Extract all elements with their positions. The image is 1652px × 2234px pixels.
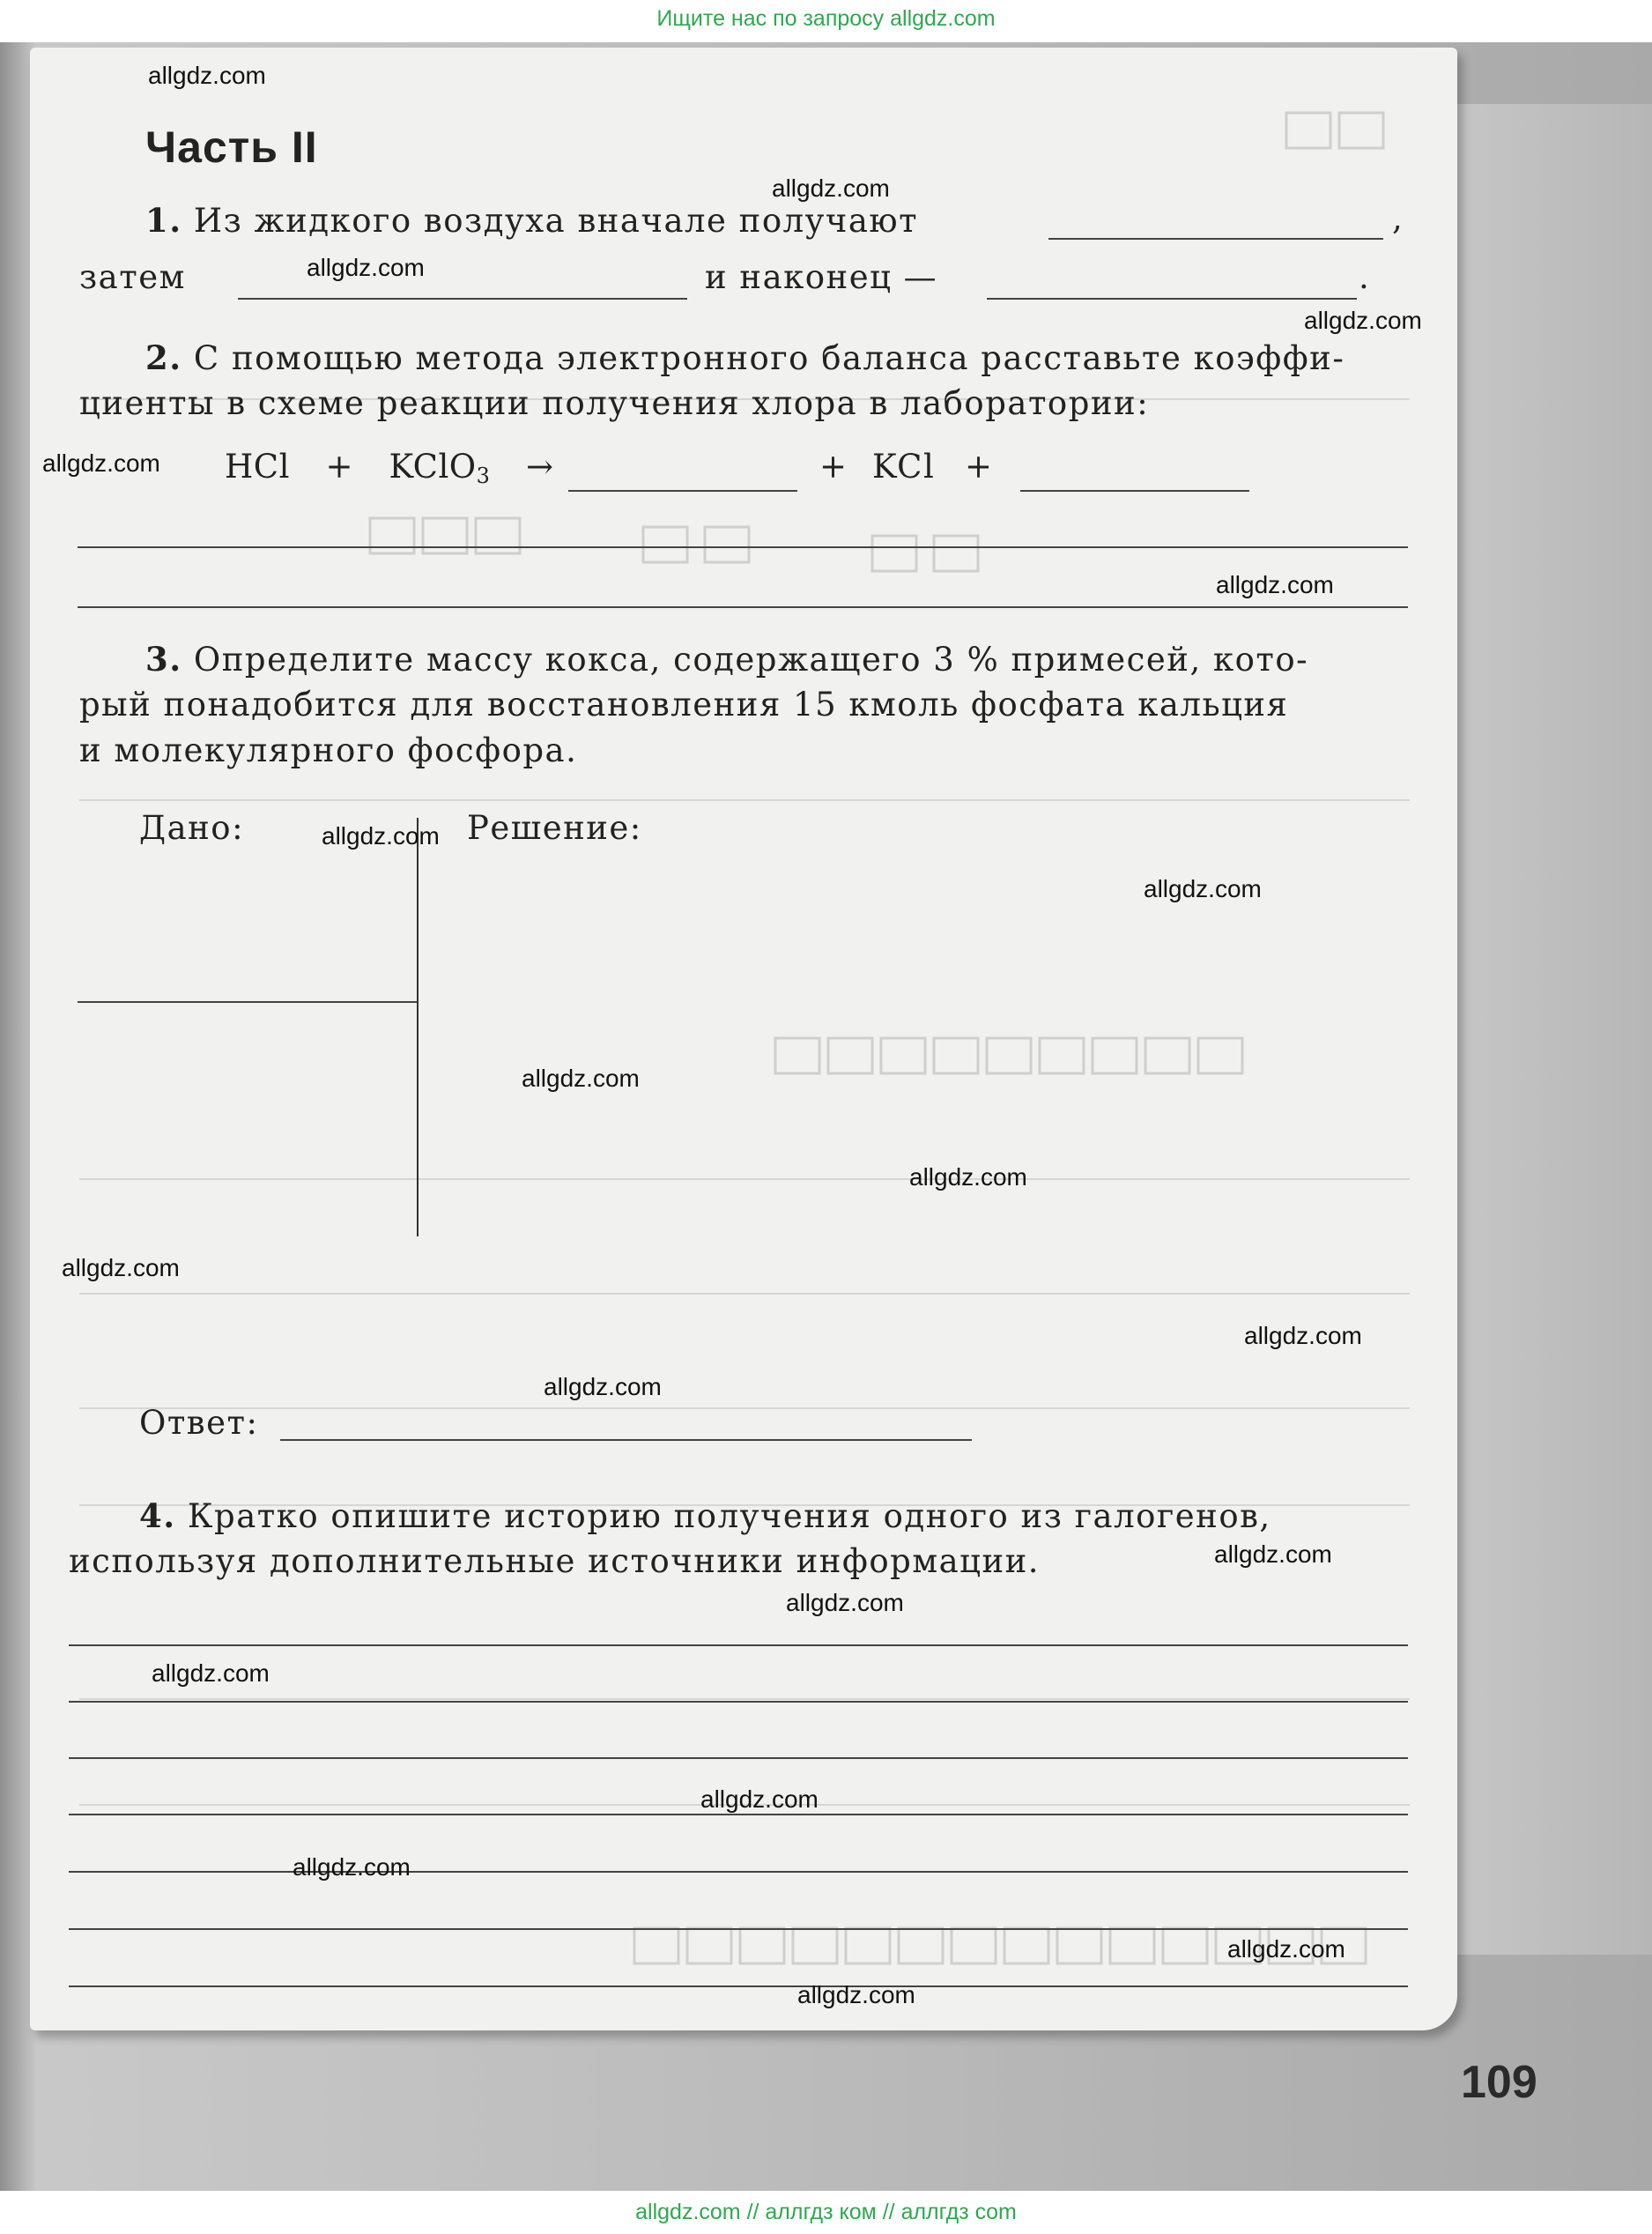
question-4-text-1: Кратко опишите историю получения одного из галогенов, <box>187 1497 1271 1535</box>
part-title: Часть II <box>145 122 318 172</box>
top-banner[interactable]: Ищите нас по запросу allgdz.com <box>656 6 996 31</box>
question-1-blank-3[interactable] <box>987 298 1357 300</box>
watermark: allgdz.com <box>786 1589 904 1616</box>
answer-line-q4-2[interactable] <box>69 1701 1408 1703</box>
watermark: allgdz.com <box>148 62 266 89</box>
question-1-text-a: Из жидкого воздуха вначале получают <box>193 202 919 240</box>
scanned-page-area <box>0 42 1652 2191</box>
reaction-equation <box>225 448 553 488</box>
watermark: allgdz.com <box>1304 307 1422 334</box>
watermark: allgdz.com <box>909 1163 1027 1191</box>
watermark: allgdz.com <box>1144 875 1262 902</box>
plus-sign-3: + <box>965 448 994 486</box>
answer-line-q2-2[interactable] <box>78 606 1408 608</box>
watermark: allgdz.com <box>152 1659 270 1687</box>
product-blank-2[interactable] <box>1020 490 1249 492</box>
watermark: allgdz.com <box>307 254 425 281</box>
answer-blank[interactable] <box>280 1439 972 1441</box>
watermark: allgdz.com <box>522 1065 640 1092</box>
page-number: 109 <box>1461 2057 1537 2108</box>
reaction-arrow: → <box>525 448 554 486</box>
given-solution-divider <box>417 818 419 1236</box>
question-2-text-2: циенты в схеме реакции получения хлора в лаборатории: <box>79 384 1150 422</box>
question-3-number: 3. <box>145 640 182 679</box>
question-1-number: 1. <box>145 201 182 240</box>
question-3-text-1: Определите массу кокса, содержащего 3 % примесей, кото- <box>193 641 1309 679</box>
watermark: allgdz.com <box>700 1785 819 1813</box>
answer-line-q4-1[interactable] <box>69 1644 1408 1646</box>
question-2-number: 2. <box>145 338 182 377</box>
watermark: allgdz.com <box>1214 1540 1332 1568</box>
formula-hcl: HCl <box>225 448 290 486</box>
question-1-comma: , <box>1392 199 1404 237</box>
plus-sign-1: + <box>325 448 353 486</box>
bottom-banner[interactable]: allgdz.com // аллгдз ком // аллгдз com <box>635 2200 1017 2224</box>
question-1-period: . <box>1359 258 1371 296</box>
watermark: allgdz.com <box>293 1853 411 1881</box>
question-3-text-3: и молекулярного фосфора. <box>79 731 578 769</box>
question-3-line-1 <box>145 640 1308 679</box>
watermark: allgdz.com <box>772 174 890 202</box>
watermark: allgdz.com <box>1216 571 1334 598</box>
watermark: allgdz.com <box>1244 1322 1362 1349</box>
question-1-blank-1[interactable] <box>1048 238 1383 240</box>
answer-line-q2-1[interactable] <box>78 546 1408 548</box>
answer-line-q4-3[interactable] <box>69 1757 1408 1759</box>
question-1-line-1 <box>145 201 918 240</box>
question-1-text-c: и наконец — <box>705 258 938 296</box>
given-label: Дано: <box>139 809 245 847</box>
answer-label: Ответ: <box>139 1404 259 1442</box>
answer-line-q4-7[interactable] <box>69 1985 1408 1987</box>
watermark: allgdz.com <box>544 1373 662 1400</box>
watermark: allgdz.com <box>797 1981 915 2008</box>
product-blank-1[interactable] <box>568 490 797 492</box>
question-2-line-1 <box>145 338 1345 377</box>
question-4-line-1 <box>139 1496 1271 1535</box>
question-3-text-2: рый понадобится для восстановления 15 кмоль фосфата кальция <box>79 686 1289 724</box>
formula-kclo3: KClO$_3$ <box>389 448 491 488</box>
question-1-text-b: затем <box>79 258 186 296</box>
solution-label: Решение: <box>467 809 642 847</box>
watermark: allgdz.com <box>322 822 440 850</box>
question-2-text-1: С помощью метода электронного баланса расставьте коэффи- <box>193 339 1345 377</box>
answer-line-q4-6[interactable] <box>69 1928 1408 1930</box>
watermark: allgdz.com <box>42 449 160 477</box>
answer-line-q4-5[interactable] <box>69 1871 1408 1873</box>
watermark: allgdz.com <box>1227 1935 1345 1963</box>
formula-kcl: KCl <box>872 448 936 486</box>
plus-sign-2: + <box>819 448 848 486</box>
question-4-text-2: используя дополнительные источники информации. <box>69 1542 1041 1580</box>
watermark: allgdz.com <box>62 1254 180 1281</box>
answer-line-q4-4[interactable] <box>69 1814 1408 1815</box>
question-1-blank-2[interactable] <box>238 298 687 300</box>
given-find-separator <box>78 1001 417 1003</box>
question-4-number: 4. <box>139 1496 176 1535</box>
